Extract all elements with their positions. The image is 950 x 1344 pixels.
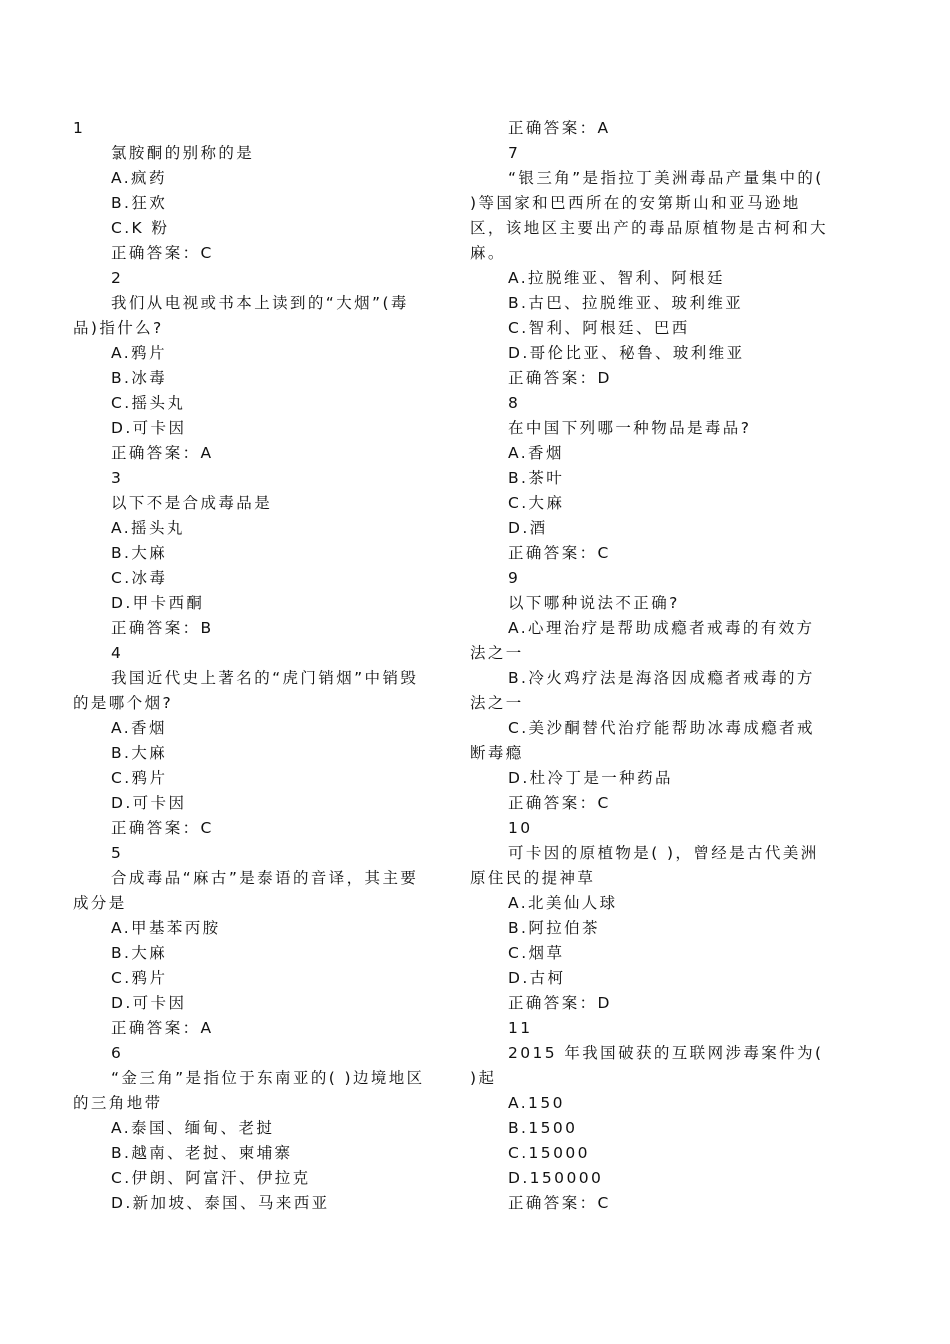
- option-a: A.北美仙人球: [508, 894, 618, 912]
- option-c: C.大麻: [508, 494, 565, 512]
- question-number: 1: [73, 119, 86, 137]
- option-c: C.冰毒: [111, 569, 168, 587]
- option-d: D.可卡因: [111, 994, 187, 1012]
- correct-answer: 正确答案：A: [508, 119, 611, 137]
- option-b: B.大麻: [111, 544, 168, 562]
- option-c: C.美沙酮替代治疗能帮助冰毒成瘾者戒断毒瘾: [470, 719, 815, 762]
- question-number: 9: [508, 569, 521, 587]
- right-column: [470, 116, 832, 1216]
- option-a: A.香烟: [111, 719, 167, 737]
- option-a: A.摇头丸: [111, 519, 185, 537]
- option-a: A.150: [508, 1094, 565, 1112]
- question-number: 10: [508, 819, 533, 837]
- question-number: 2: [111, 269, 124, 287]
- correct-answer: 正确答案：C: [508, 1194, 611, 1212]
- option-a: A.疯药: [111, 169, 167, 187]
- option-a: A.拉脱维亚、智利、阿根廷: [508, 269, 725, 287]
- correct-answer: 正确答案：A: [111, 1019, 214, 1037]
- option-c: C.智利、阿根廷、巴西: [508, 319, 690, 337]
- option-b: B.冰毒: [111, 369, 168, 387]
- option-d: D.甲卡西酮: [111, 594, 205, 612]
- option-b: B.古巴、拉脱维亚、玻利维亚: [508, 294, 744, 312]
- option-c: C.烟草: [508, 944, 565, 962]
- option-a: A.心理治疗是帮助成瘾者戒毒的有效方法之一: [470, 619, 815, 662]
- question-number: 3: [111, 469, 124, 487]
- option-c: C.摇头丸: [111, 394, 186, 412]
- option-d: D.150000: [508, 1169, 604, 1187]
- option-d: D.酒: [508, 519, 548, 537]
- option-d: D.哥伦比亚、秘鲁、玻利维亚: [508, 344, 745, 362]
- question-number: 6: [111, 1044, 124, 1062]
- question-number: 11: [508, 1019, 533, 1037]
- question-text: 合成毒品“麻古”是泰语的音译，其主要成分是: [73, 869, 419, 912]
- correct-answer: 正确答案：D: [508, 994, 612, 1012]
- option-b: B.1500: [508, 1119, 578, 1137]
- question-number: 8: [508, 394, 521, 412]
- correct-answer: 正确答案：B: [111, 619, 214, 637]
- option-d: D.古柯: [508, 969, 566, 987]
- option-d: D.可卡因: [111, 419, 187, 437]
- option-c: C.15000: [508, 1144, 590, 1162]
- question-number: 4: [111, 644, 124, 662]
- option-a: A.香烟: [508, 444, 564, 462]
- question-text: 我们从电视或书本上读到的“大烟”(毒品)指什么?: [73, 294, 409, 337]
- option-a: A.甲基苯丙胺: [111, 919, 221, 937]
- question-text: “银三角”是指拉丁美洲毒品产量集中的( )等国家和巴西所在的安第斯山和亚马逊地区，该地区主要出产的毒品原植物是古柯和大麻。: [470, 169, 829, 262]
- question-text: 以下哪种说法不正确?: [508, 594, 680, 612]
- option-b: B.茶叶: [508, 469, 565, 487]
- option-c: C.鸦片: [111, 769, 168, 787]
- option-a: A.鸦片: [111, 344, 167, 362]
- question-text: 在中国下列哪一种物品是毒品?: [508, 419, 752, 437]
- option-d: D.可卡因: [111, 794, 187, 812]
- question-text: 我国近代史上著名的“虎门销烟”中销毁的是哪个烟?: [73, 669, 419, 712]
- correct-answer: 正确答案：C: [111, 819, 214, 837]
- option-d: D.杜冷丁是一种药品: [508, 769, 673, 787]
- question-text: 以下不是合成毒品是: [111, 494, 273, 512]
- correct-answer: 正确答案：A: [111, 444, 214, 462]
- option-a: A.泰国、缅甸、老挝: [111, 1119, 275, 1137]
- option-b: B.大麻: [111, 944, 168, 962]
- option-c: C.K 粉: [111, 219, 170, 237]
- left-column: [73, 116, 435, 1216]
- correct-answer: 正确答案：C: [111, 244, 214, 262]
- option-b: B.大麻: [111, 744, 168, 762]
- option-c: C.鸦片: [111, 969, 168, 987]
- question-number: 5: [111, 844, 124, 862]
- correct-answer: 正确答案：C: [508, 544, 611, 562]
- correct-answer: 正确答案：C: [508, 794, 611, 812]
- question-text: 2015 年我国破获的互联网涉毒案件为( )起: [470, 1044, 824, 1087]
- option-c: C.伊朗、阿富汗、伊拉克: [111, 1169, 311, 1187]
- option-d: D.新加坡、泰国、马来西亚: [111, 1194, 330, 1212]
- option-b: B.狂欢: [111, 194, 168, 212]
- question-text: 氯胺酮的别称的是: [111, 144, 255, 162]
- question-number: 7: [508, 144, 521, 162]
- question-text: 可卡因的原植物是( )，曾经是古代美洲原住民的提神草: [470, 844, 819, 887]
- option-b: B.阿拉伯茶: [508, 919, 600, 937]
- option-b: B.越南、老挝、柬埔寨: [111, 1144, 293, 1162]
- correct-answer: 正确答案：D: [508, 369, 612, 387]
- question-text: “金三角”是指位于东南亚的( )边境地区的三角地带: [73, 1069, 425, 1112]
- option-b: B.冷火鸡疗法是海洛因成瘾者戒毒的方法之一: [470, 669, 815, 712]
